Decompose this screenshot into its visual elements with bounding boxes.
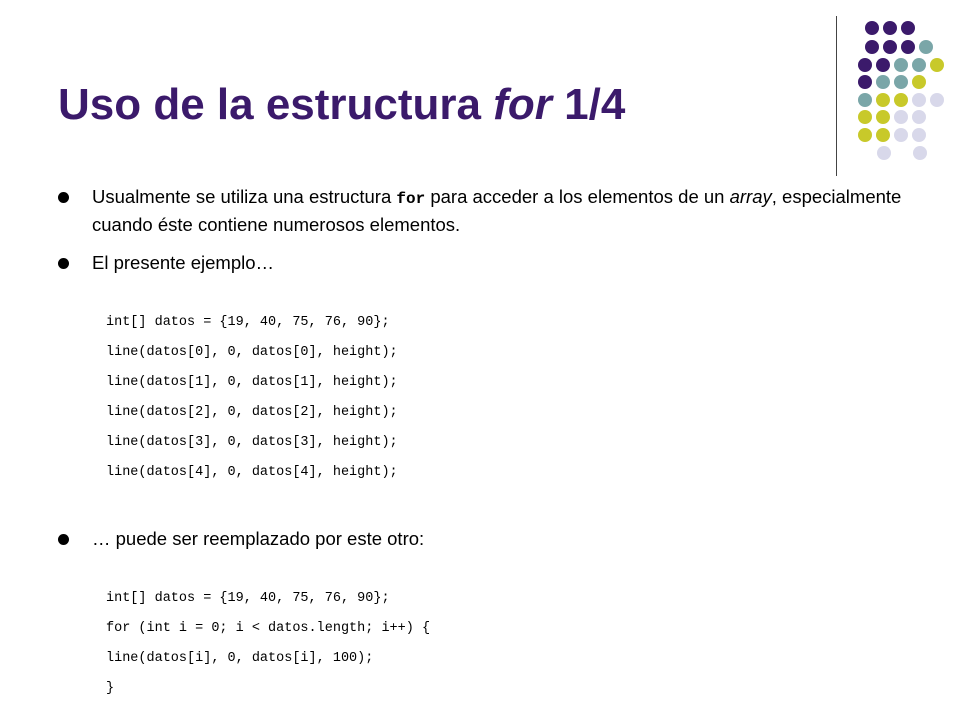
decorative-dot bbox=[901, 40, 915, 54]
decorative-dot bbox=[894, 58, 908, 72]
decorative-dot bbox=[865, 21, 879, 35]
decorative-dot bbox=[912, 58, 926, 72]
decorative-divider-line bbox=[836, 16, 837, 176]
decorative-dot bbox=[912, 128, 926, 142]
italic-term: array bbox=[729, 186, 772, 207]
code-line: for (int i = 0; i < datos.length; i++) { bbox=[106, 621, 431, 636]
code-line: line(datos[2], 0, datos[2], height); bbox=[106, 405, 398, 420]
decorative-dot bbox=[876, 128, 890, 142]
code-line: line(datos[3], 0, datos[3], height); bbox=[106, 435, 398, 450]
decorative-dot bbox=[883, 21, 897, 35]
bullet-item bbox=[92, 526, 912, 552]
decorative-dot bbox=[894, 93, 908, 107]
bullet-text: … puede ser reemplazado por este otro: bbox=[92, 528, 425, 549]
code-line: line(datos[1], 0, datos[1], height); bbox=[106, 375, 398, 390]
decorative-dot bbox=[877, 146, 891, 160]
bullet-item bbox=[92, 250, 912, 276]
code-line: } bbox=[106, 681, 115, 696]
decorative-dot bbox=[883, 40, 897, 54]
decorative-dot bbox=[901, 21, 915, 35]
decorative-dot bbox=[876, 58, 890, 72]
decorative-dot bbox=[858, 128, 872, 142]
code-line: line(datos[4], 0, datos[4], height); bbox=[106, 465, 398, 480]
decorative-dot bbox=[913, 146, 927, 160]
bullet-text: Usualmente se utiliza una estructura bbox=[92, 186, 397, 207]
decorative-dot bbox=[865, 40, 879, 54]
decorative-dot bbox=[894, 128, 908, 142]
code-line: line(datos[i], 0, datos[i], 100); bbox=[106, 651, 374, 666]
decorative-dot bbox=[876, 110, 890, 124]
decorative-dot bbox=[858, 93, 872, 107]
bullet-point-icon bbox=[58, 534, 69, 545]
decorative-dot bbox=[876, 75, 890, 89]
title-text: Uso de la estructura bbox=[58, 80, 494, 129]
decorative-dot bbox=[894, 110, 908, 124]
bullet-point-icon bbox=[58, 258, 69, 269]
decorative-dot bbox=[858, 58, 872, 72]
title-emphasis: for bbox=[493, 80, 552, 129]
decorative-dot bbox=[930, 93, 944, 107]
decorative-dot bbox=[876, 93, 890, 107]
code-line: line(datos[0], 0, datos[0], height); bbox=[106, 345, 398, 360]
decorative-dot bbox=[858, 110, 872, 124]
decorative-dot bbox=[912, 75, 926, 89]
decorative-dot bbox=[919, 40, 933, 54]
bullet-text: , especialmente cuando éste contiene numerosos elementos. bbox=[92, 186, 902, 235]
decorative-dot bbox=[858, 75, 872, 89]
bullet-item bbox=[92, 184, 912, 238]
slide-title bbox=[58, 78, 625, 132]
bullet-point-icon bbox=[58, 192, 69, 203]
decorative-dot bbox=[894, 75, 908, 89]
bullet-text: para acceder a los elementos de un bbox=[425, 186, 730, 207]
bullet-text: El presente ejemplo… bbox=[92, 252, 275, 273]
decorative-dot bbox=[930, 58, 944, 72]
code-line: int[] datos = {19, 40, 75, 76, 90}; bbox=[106, 591, 390, 606]
decorative-dot bbox=[912, 93, 926, 107]
decorative-dot bbox=[912, 110, 926, 124]
title-suffix: 1/4 bbox=[551, 80, 626, 129]
code-line: int[] datos = {19, 40, 75, 76, 90}; bbox=[106, 315, 390, 330]
inline-code: for bbox=[396, 190, 426, 208]
